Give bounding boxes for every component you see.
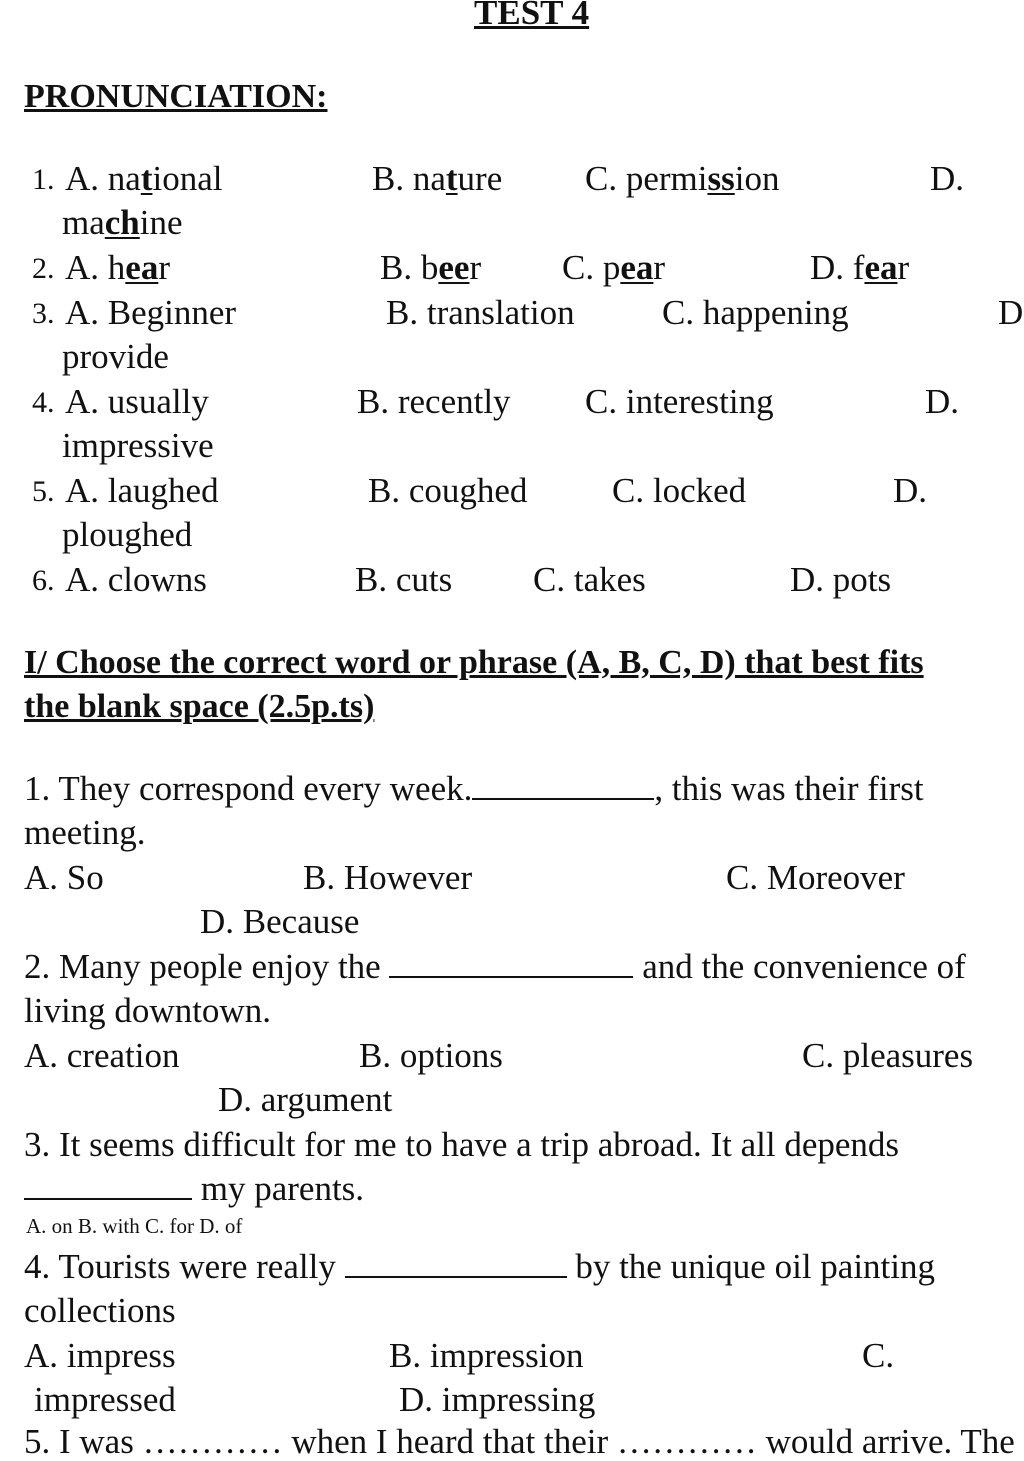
option-b: B. options — [359, 1036, 503, 1075]
option-d: D. — [930, 159, 965, 198]
section-heading-continued: the blank space (2.5p.ts) — [24, 688, 375, 725]
question-2-text: 2. Many people enjoy the and the convenience of — [24, 947, 966, 986]
option-d: D — [998, 293, 1024, 332]
question-number: 5. — [32, 475, 55, 508]
option-c: C. takes — [533, 560, 646, 599]
option-a: A. impress — [24, 1336, 176, 1375]
question-4-text: 4. Tourists were really by the unique oil painting — [24, 1247, 936, 1286]
option-a: A. laughed — [65, 471, 219, 510]
option-a: A. usually — [65, 382, 209, 421]
option-c: C. pear — [562, 248, 666, 287]
option-d-continued: impressive — [62, 426, 214, 465]
option-b: B. recently — [357, 382, 511, 421]
option-d: D. pots — [790, 560, 892, 599]
option-d: D. impressing — [399, 1380, 596, 1419]
option-a: A. So — [24, 858, 104, 897]
answer-blank[interactable] — [472, 798, 654, 800]
question-number: 4. — [32, 386, 55, 419]
question-3-text: 3. It seems difficult for me to have a trip abroad. It all depends — [24, 1125, 900, 1164]
option-a: A. creation — [24, 1036, 180, 1075]
question-3-options: A. on B. with C. for D. of — [26, 1214, 243, 1238]
question-number: 2. — [32, 252, 55, 285]
option-c: C. Moreover — [726, 858, 905, 897]
option-b: B. coughed — [368, 471, 528, 510]
question-number: 1. — [32, 163, 55, 196]
option-c: C. permission — [585, 159, 780, 198]
option-a: A. Beginner — [65, 293, 237, 332]
section-heading: I/ Choose the correct word or phrase (A, B, C, D) that best fits — [24, 644, 924, 681]
option-a: A. hear — [65, 248, 170, 287]
option-c: C. — [862, 1336, 895, 1375]
option-d: D. Because — [200, 902, 360, 941]
answer-blank[interactable] — [389, 976, 633, 978]
answer-blank[interactable] — [345, 1276, 567, 1278]
option-d: D. argument — [218, 1080, 393, 1119]
option-b: B. beer — [380, 248, 482, 287]
question-2-text-continued: living downtown. — [24, 991, 271, 1030]
question-4-text-continued: collections — [24, 1291, 176, 1330]
option-a: A. national — [65, 159, 223, 198]
question-number: 3. — [32, 297, 55, 330]
option-b: B. impression — [389, 1336, 584, 1375]
answer-blank[interactable] — [24, 1198, 192, 1200]
option-d-continued: machine — [62, 203, 183, 242]
option-a: A. clowns — [65, 560, 207, 599]
question-1-text-continued: meeting. — [24, 813, 146, 852]
question-number: 6. — [32, 564, 55, 597]
option-c: C. pleasures — [802, 1036, 974, 1075]
option-b: B. However — [303, 858, 473, 897]
question-1-text: 1. They correspond every week. , this was their first — [24, 769, 924, 808]
pronunciation-heading: PRONUNCIATION: — [24, 78, 328, 115]
option-d: D. — [893, 471, 928, 510]
option-b: B. nature — [372, 159, 503, 198]
option-d: D. — [925, 382, 960, 421]
option-d: D. fear — [810, 248, 910, 287]
option-b: B. translation — [386, 293, 575, 332]
question-5-text-partial: 5. I was ………… when I heard that their ………… would arrive. The — [24, 1422, 1015, 1461]
question-3-text-continued: my parents. — [24, 1171, 364, 1206]
option-d-continued: provide — [62, 337, 169, 376]
option-d-continued: ploughed — [62, 515, 193, 554]
option-c: C. happening — [662, 293, 849, 332]
option-c: C. locked — [612, 471, 747, 510]
test-title: TEST 4 — [474, 0, 590, 32]
option-c-continued: impressed — [34, 1380, 176, 1419]
option-b: B. cuts — [355, 560, 453, 599]
option-c: C. interesting — [585, 382, 774, 421]
